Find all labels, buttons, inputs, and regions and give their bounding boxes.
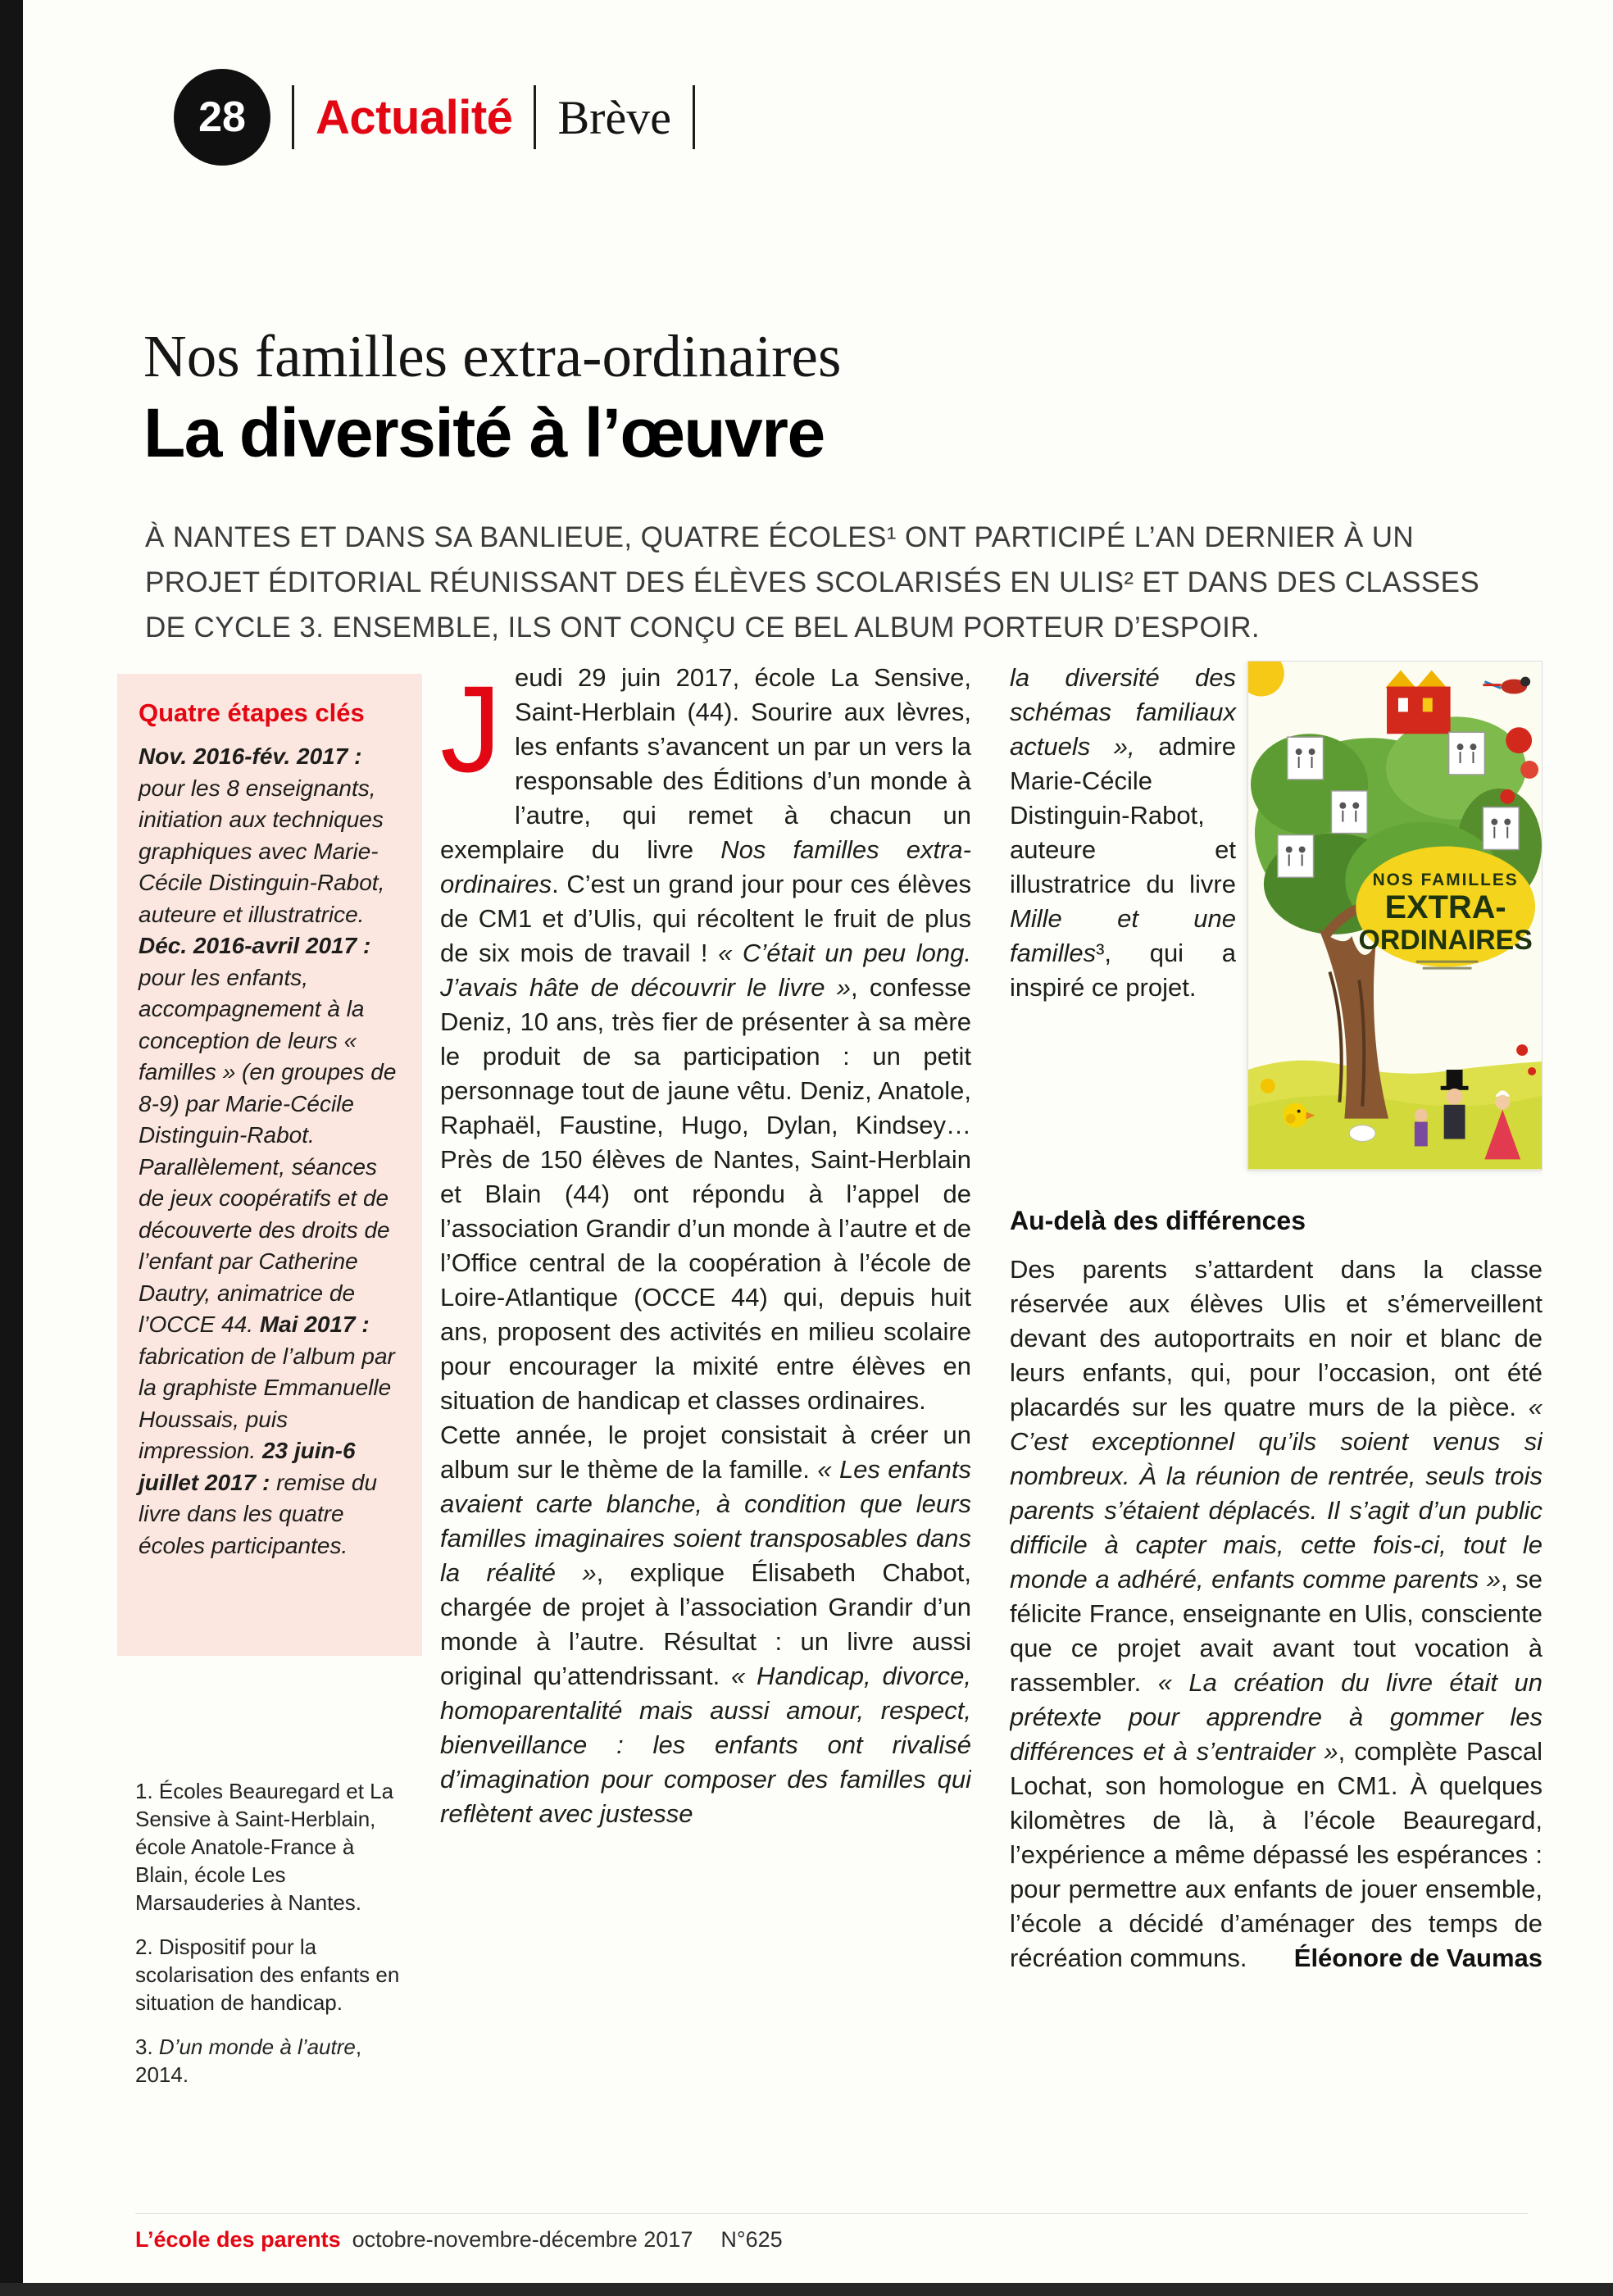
cover-title-line1: EXTRA- bbox=[1384, 889, 1506, 925]
footnote-2: 2. Dispositif pour la scolarisation des enfants en situation de handicap. bbox=[135, 1935, 400, 2015]
section-label: Actualité bbox=[316, 90, 513, 144]
book-cover-illustration bbox=[1248, 662, 1542, 1170]
page-footer bbox=[135, 2213, 1529, 2253]
cover-title-line2: ORDINAIRES bbox=[1358, 924, 1533, 956]
cover-title-small: NOS FAMILLES bbox=[1372, 871, 1519, 890]
kicker-title: Nos familles extra-ordinaires bbox=[143, 323, 842, 389]
sidebar-title: Quatre étapes clés bbox=[139, 698, 365, 727]
byline: Éléonore de Vaumas bbox=[1293, 1944, 1543, 1972]
paragraph-2: Cette année, le projet consistait à créer un album sur le thème de la famille. « Les enfants avaient carte blanche, à condition que leurs familles imaginaires soient transposables dans la réalité », explique Élisabeth Chabot, chargée de projet à l’association Grandir d’un monde à l’autre. Résultat : un livre aussi original qu’attendrissant. « Handicap, divorce, homoparentalité mais aussi amour, respect, bienveillance : les enfants ont rivalisé d’imagination pour composer des familles qui reflètent avec justesse bbox=[440, 1421, 971, 1828]
page-header bbox=[174, 69, 695, 166]
issue-number: N°625 bbox=[720, 2227, 783, 2252]
column-intro-text: la diversité des schémas familiaux actuels », admire Marie-Cécile Distinguin-Rabot, auteure et illustratrice du livre Mille et une familles³, qui a inspiré ce projet. bbox=[1010, 663, 1236, 1002]
footnote-1: 1. Écoles Beauregard et La Sensive à Saint-Herblain, école Anatole-France à Blain, école Les Marsauderies à Nantes. bbox=[135, 1779, 394, 1915]
issue-date: octobre-novembre-décembre 2017 bbox=[352, 2227, 693, 2252]
rubric-label: Brève bbox=[557, 90, 671, 144]
footnotes bbox=[135, 1777, 406, 2105]
scan-edge-left bbox=[0, 0, 23, 2296]
right-column bbox=[1010, 661, 1543, 2182]
paragraph-1 bbox=[440, 661, 971, 1418]
article-title: La diversité à l’œuvre bbox=[143, 394, 825, 471]
footnote-3: 3. D’un monde à l’autre, 2014. bbox=[135, 2035, 362, 2087]
paragraph-1-text: eudi 29 juin 2017, école La Sensive, Saint-Herblain (44). Sourire aux lèvres, les enfants s’avancent un par un vers la responsable des Éditions d’un monde à l’autre, qui remet à chacun un exemplaire du livre Nos familles extra-ordinaires. C’est un grand jour pour ces élèves de CM1 et d’Ulis, qui récoltent le fruit de plus de six mois de travail ! « C’était un peu long. J’avais hâte de découvrir le livre », confesse Deniz, 10 ans, très fier de présenter à sa mère le produit de sa participation : un petit personnage tout de jaune vêtu. Deniz, Anatole, Raphaël, Faustine, Hugo, Dylan, Kindsey… Près de 150 élèves de Nantes, Saint-Herblain et Blain (44) ont répondu à l’appel de l’association Grandir d’un monde à l’autre et de l’Office central de la coopération à l’école de Loire-Atlantique (OCCE 44) qui, depuis huit ans, proposent des activités en milieu scolaire pour encourager la mixité entre élèves en situation de handicap et classes ordinaires. bbox=[440, 663, 971, 1415]
header-separator bbox=[292, 85, 294, 149]
book-cover-image bbox=[1247, 661, 1543, 1171]
right-column-top bbox=[1010, 661, 1543, 1171]
standfirst: À NANTES ET DANS SA BANLIEUE, QUATRE ÉCOLES¹ ONT PARTICIPÉ L’AN DERNIER À UN PROJET ÉDITORIAL RÉUNISSANT DES ÉLÈVES SCOLARISÉS EN ULIS² ET DANS DES CLASSES DE CYCLE 3. ENSEMBLE, ILS ONT CONÇU CE BEL ALBUM PORTEUR D’ESPOIR. bbox=[145, 521, 1480, 643]
sidebar-body: Nov. 2016-fév. 2017 : pour les 8 enseignants, initiation aux techniques graphiques avec Marie-Cécile Distinguin-Rabot, auteure et illustratrice. Déc. 2016-avril 2017 : pour les enfants, accompagnement à la conception de leurs « familles » (en groupes de 8-9) par Marie-Cécile Distinguin-Rabot. Parallèlement, séances de jeux coopératifs et de découverte des droits de l’enfant par Catherine Dautry, animatrice de l’OCCE 44. Mai 2017 : fabrication de l’album par la graphiste Emmanuelle Houssais, puis impression. 23 juin-6 juillet 2017 : remise du livre dans les quatre écoles participantes. bbox=[139, 743, 397, 1558]
header-separator bbox=[693, 85, 695, 149]
header-separator bbox=[534, 85, 536, 149]
drop-cap: J bbox=[440, 661, 502, 798]
page-number-badge: 28 bbox=[174, 69, 270, 166]
paragraph-3: Des parents s’attardent dans la classe réservée aux élèves Ulis et s’émerveillent devant des autoportraits en noir et blanc de leurs enfants, qui, pour l’occasion, ont été placardés sur les quatre murs de la pièce. « C’est exceptionnel qu’ils soient venus si nombreux. À la réunion de rentrée, seuls trois parents s’étaient déplacés. Il s’agit d’un public difficile à capter mais, cette fois-ci, tout le monde a adhéré, enfants comme parents », se félicite France, enseignante en Ulis, consciente que ce projet avait avant tout vocation à rassembler. « La création du livre était un prétexte pour apprendre à gommer les différences et à s’entraider », complète Pascal Lochat, son homologue en CM1. À quelques kilomètres de là, à l’école Beauregard, l’expérience a même dépassé les espérances : pour permettre aux enfants de jouer ensemble, l’école a décidé d’aménager des temps de récréation communs. bbox=[1010, 1255, 1543, 1972]
scan-edge-bottom bbox=[0, 2283, 1613, 2296]
main-column bbox=[440, 661, 971, 2182]
subheading: Au-delà des différences bbox=[1010, 1206, 1306, 1235]
sidebar-box bbox=[117, 674, 422, 1656]
magazine-name: L’école des parents bbox=[135, 2227, 341, 2252]
